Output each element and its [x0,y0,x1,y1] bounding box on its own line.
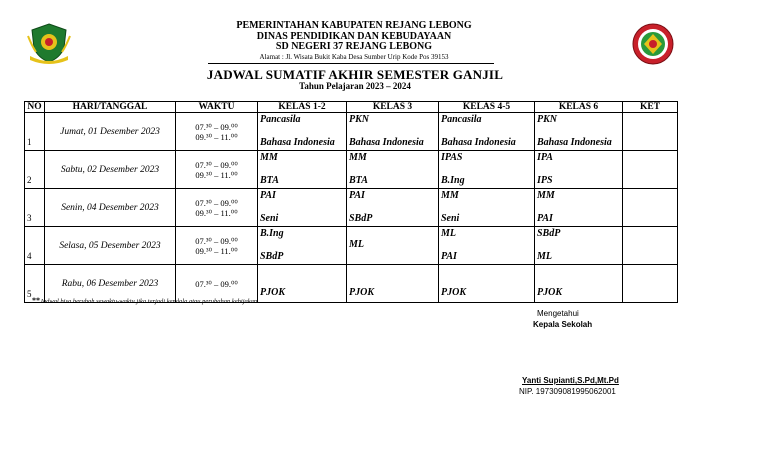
subject-1: MM [260,152,278,163]
table-header-row [25,102,678,113]
class-1-2-cell [258,227,347,265]
subject-2: PAI [441,251,457,262]
class-4-5-cell [439,151,535,189]
row-date: Jumat, 01 Desember 2023 [45,113,176,151]
notes-cell [623,151,678,189]
subject-2: Seni [441,213,460,224]
regency-emblem-logo [26,22,72,64]
header-class-1-2: KELAS 1-2 [258,102,347,113]
subject-1: PKN [349,114,369,125]
subject-1: ML [441,228,456,239]
acknowledged-label: Mengetahui [537,309,579,318]
subject-1: PAI [260,190,276,201]
letterhead [150,21,558,62]
footnote-text: Jadwal bisa berubah sewaktu-waktu jika terjadi kendala atau perubahan kebijakan [40,298,258,305]
subject-2: ML [537,251,552,262]
notes-cell [623,113,678,151]
header-class-3: KELAS 3 [347,102,439,113]
row-number: 2 [27,175,32,185]
header-day: HARI/TANGGAL [45,102,176,113]
row-number-cell [25,113,45,151]
subject-1: PAI [349,190,365,201]
subject-2: B.Ing [441,175,465,186]
row-time [176,151,258,189]
class-3-cell [347,227,439,265]
subject-2: PAI [537,213,553,224]
subject-1: MM [537,190,555,201]
notes-cell [623,227,678,265]
subject-1: PJOK [260,287,285,298]
row-number-cell [25,151,45,189]
class-1-2-cell [258,151,347,189]
letterhead-school: SD NEGERI 37 REJANG LEBONG [275,41,433,52]
class-3-cell [347,113,439,151]
row-number-cell [25,189,45,227]
subject-2: Bahasa Indonesia [441,137,516,148]
subject-1: B.Ing [260,228,284,239]
footnote-marker: ** [32,296,40,305]
class-1-2-cell [258,113,347,151]
class-1-2-cell [258,189,347,227]
subject-2: SBdP [349,213,373,224]
document-title: JADWAL SUMATIF AKHIR SEMESTER GANJIL [206,67,504,82]
class-3-cell [347,265,439,303]
class-3-cell [347,151,439,189]
row-number: 3 [27,213,32,223]
subject-1: PJOK [537,287,562,298]
time-slot-1: 07.³⁰ – 09.⁰⁰ [195,159,238,170]
subject-1: PJOK [441,287,466,298]
schedule-footnote [32,296,257,305]
subject-2: IPS [537,175,553,186]
subject-1: SBdP [537,228,561,239]
table-row [25,227,678,265]
row-date: Rabu, 06 Desember 2023 [45,265,176,303]
row-number: 5 [27,289,32,299]
header-no: NO [25,102,45,113]
notes-cell [623,265,678,303]
table-row [25,189,678,227]
letterhead-department: DINAS PENDIDIKAN DAN KEBUDAYAAN [256,30,452,42]
row-time [176,189,258,227]
table-row [25,113,678,151]
principal-name: Yanti Supianti,S.Pd,Mt.Pd [522,376,619,385]
row-time [176,227,258,265]
header-class-6: KELAS 6 [535,102,623,113]
principal-nip: NIP. 197309081995062001 [519,387,616,396]
subject-2: SBdP [260,251,284,262]
subject-2: ML [349,239,364,250]
row-date: Selasa, 05 Desember 2023 [45,227,176,265]
subject-1: PJOK [349,287,374,298]
subject-1: MM [441,190,459,201]
time-slot-2: 09.³⁰ – 11.⁰⁰ [195,131,238,142]
subject-1: MM [349,152,367,163]
subject-2: Seni [260,213,279,224]
subject-2: Bahasa Indonesia [537,137,612,148]
schedule-table [24,101,678,303]
class-6-cell [535,151,623,189]
subject-2: Bahasa Indonesia [260,137,335,148]
subject-1: PKN [537,114,557,125]
subject-1: IPAS [441,152,463,163]
class-1-2-cell [258,265,347,303]
time-slot-2: 09.³⁰ – 11.⁰⁰ [195,169,238,180]
row-date: Sabtu, 02 Desember 2023 [45,151,176,189]
time-slot-1: 07.³⁰ – 09.⁰⁰ [195,235,238,246]
letterhead-address: Alamat : Jl. Wisata Bukit Kaba Desa Sumber Urip Kode Pos 39153 [259,52,449,61]
row-date: Senin, 04 Desember 2023 [45,189,176,227]
time-slot-1: 07.³⁰ – 09.⁰⁰ [195,278,238,289]
document-subtitle: Tahun Pelajaran 2023 – 2024 [299,81,411,91]
letterhead-government: PEMERINTAHAN KABUPATEN REJANG LEBONG [236,20,472,31]
letterhead-divider [208,63,494,64]
class-3-cell [347,189,439,227]
header-class-4-5: KELAS 4-5 [439,102,535,113]
class-4-5-cell [439,227,535,265]
time-slot-1: 07.³⁰ – 09.⁰⁰ [195,121,238,132]
row-number: 1 [27,137,32,147]
class-6-cell [535,227,623,265]
header-notes: KET [623,102,678,113]
time-slot-1: 07.³⁰ – 09.⁰⁰ [195,197,238,208]
principal-title: Kepala Sekolah [533,320,593,329]
class-6-cell [535,265,623,303]
class-6-cell [535,189,623,227]
notes-cell [623,189,678,227]
subject-2: BTA [260,175,279,186]
subject-1: Pancasila [441,114,482,125]
subject-2: Bahasa Indonesia [349,137,424,148]
row-number-cell [25,227,45,265]
subject-2: BTA [349,175,368,186]
row-number: 4 [27,251,32,261]
table-row [25,151,678,189]
subject-1: Pancasila [260,114,301,125]
row-time [176,113,258,151]
time-slot-2: 09.³⁰ – 11.⁰⁰ [195,207,238,218]
class-6-cell [535,113,623,151]
header-time: WAKTU [176,102,258,113]
subject-1: IPA [537,152,553,163]
class-4-5-cell [439,113,535,151]
class-4-5-cell [439,189,535,227]
school-emblem-logo [630,22,676,66]
class-4-5-cell [439,265,535,303]
time-slot-2: 09.³⁰ – 11.⁰⁰ [195,245,238,256]
